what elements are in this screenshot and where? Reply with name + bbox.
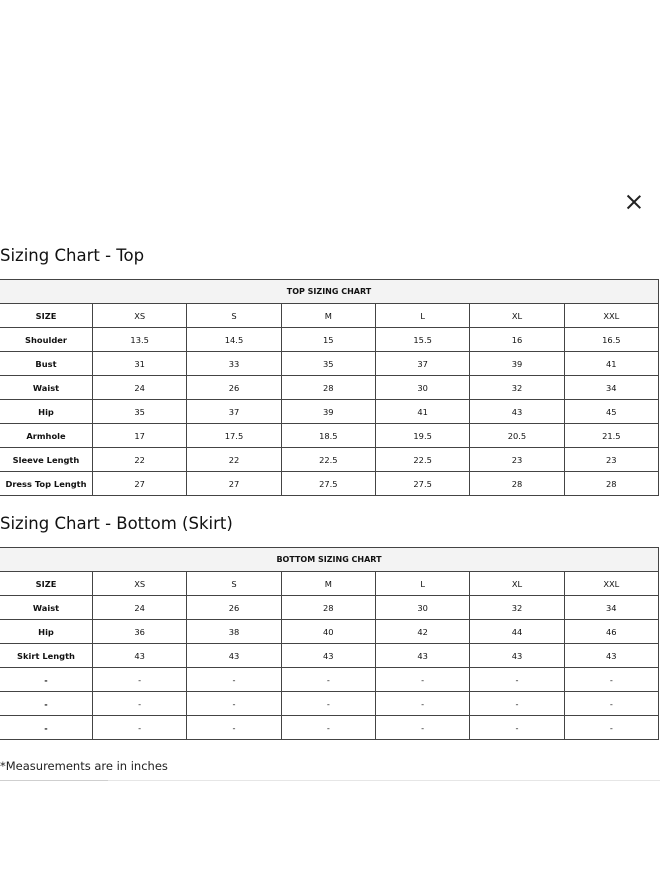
table-cell: 34	[564, 596, 658, 620]
table-header-row	[0, 304, 659, 328]
table-cell: -	[281, 716, 375, 740]
table-row	[0, 424, 659, 448]
table-cell: 32	[470, 376, 564, 400]
table-row	[0, 716, 659, 740]
table-cell: 22	[93, 448, 187, 472]
table-cell: 30	[375, 376, 469, 400]
table-row	[0, 644, 659, 668]
table-cell: -	[564, 716, 658, 740]
row-label: Waist	[0, 596, 93, 620]
row-label: -	[0, 692, 93, 716]
table-cell: -	[281, 692, 375, 716]
table-row	[0, 328, 659, 352]
header-l: L	[375, 304, 469, 328]
table-cell: 44	[470, 620, 564, 644]
divider-accent	[0, 780, 108, 781]
table-cell: 22	[187, 448, 281, 472]
table-cell: -	[470, 668, 564, 692]
table-row	[0, 692, 659, 716]
table-cell: 15	[281, 328, 375, 352]
table-cell: 22.5	[375, 448, 469, 472]
table-cell: 17	[93, 424, 187, 448]
table-cell: 30	[375, 596, 469, 620]
table-cell: 24	[93, 596, 187, 620]
table-cell: 27	[187, 472, 281, 496]
table-row	[0, 596, 659, 620]
table-cell: 26	[187, 596, 281, 620]
table-row	[0, 376, 659, 400]
row-label: Armhole	[0, 424, 93, 448]
table-cell: -	[187, 692, 281, 716]
row-label: Waist	[0, 376, 93, 400]
table-heading-row	[0, 548, 659, 572]
table-cell: 45	[564, 400, 658, 424]
header-xl: XL	[470, 572, 564, 596]
table-cell: 20.5	[470, 424, 564, 448]
header-xs: XS	[93, 572, 187, 596]
table-row	[0, 620, 659, 644]
table-cell: -	[93, 692, 187, 716]
header-xs: XS	[93, 304, 187, 328]
table-cell: -	[470, 692, 564, 716]
table-row	[0, 668, 659, 692]
header-m: M	[281, 572, 375, 596]
table-row	[0, 352, 659, 376]
header-s: S	[187, 572, 281, 596]
table-cell: 34	[564, 376, 658, 400]
table-cell: -	[187, 716, 281, 740]
table-cell: 16	[470, 328, 564, 352]
header-xl: XL	[470, 304, 564, 328]
table-cell: 23	[470, 448, 564, 472]
table-cell: 41	[564, 352, 658, 376]
table-cell: 15.5	[375, 328, 469, 352]
top-sizing-table	[0, 279, 659, 496]
table-row	[0, 472, 659, 496]
row-label: Hip	[0, 400, 93, 424]
table-row	[0, 448, 659, 472]
header-m: M	[281, 304, 375, 328]
table-cell: -	[564, 692, 658, 716]
table-cell: 21.5	[564, 424, 658, 448]
table-cell: 22.5	[281, 448, 375, 472]
table-cell: 39	[470, 352, 564, 376]
table-cell: -	[93, 716, 187, 740]
table-cell: 43	[93, 644, 187, 668]
table-cell: 18.5	[281, 424, 375, 448]
table-cell: -	[281, 668, 375, 692]
header-size: SIZE	[0, 572, 93, 596]
row-label: Dress Top Length	[0, 472, 93, 496]
header-size: SIZE	[0, 304, 93, 328]
table-cell: 43	[564, 644, 658, 668]
table-cell: 19.5	[375, 424, 469, 448]
table-cell: 32	[470, 596, 564, 620]
table-cell: 28	[281, 596, 375, 620]
table-cell: 37	[375, 352, 469, 376]
table-cell: 39	[281, 400, 375, 424]
table-cell: 16.5	[564, 328, 658, 352]
table-cell: 43	[470, 644, 564, 668]
header-l: L	[375, 572, 469, 596]
table-cell: -	[187, 668, 281, 692]
table-cell: 24	[93, 376, 187, 400]
table-heading: BOTTOM SIZING CHART	[0, 548, 659, 572]
table-cell: 33	[187, 352, 281, 376]
table-header-row	[0, 572, 659, 596]
row-label: Bust	[0, 352, 93, 376]
table-cell: 43	[470, 400, 564, 424]
table-cell: -	[375, 668, 469, 692]
table-cell: 43	[375, 644, 469, 668]
table-cell: 31	[93, 352, 187, 376]
table-cell: 27.5	[281, 472, 375, 496]
table-cell: -	[93, 668, 187, 692]
row-label: Hip	[0, 620, 93, 644]
table-cell: 27	[93, 472, 187, 496]
table-cell: 28	[470, 472, 564, 496]
table-row	[0, 400, 659, 424]
table-cell: 41	[375, 400, 469, 424]
table-cell: -	[564, 668, 658, 692]
table-cell: 46	[564, 620, 658, 644]
table-cell: 43	[281, 644, 375, 668]
table-heading-row	[0, 280, 659, 304]
table-cell: 35	[281, 352, 375, 376]
table-cell: 13.5	[93, 328, 187, 352]
table-cell: -	[375, 692, 469, 716]
row-label: Sleeve Length	[0, 448, 93, 472]
table-cell: 28	[281, 376, 375, 400]
row-label: -	[0, 716, 93, 740]
header-xxl: XXL	[564, 572, 658, 596]
bottom-sizing-table	[0, 547, 659, 740]
table-cell: 37	[187, 400, 281, 424]
table-cell: 26	[187, 376, 281, 400]
table-cell: -	[470, 716, 564, 740]
table-cell: 43	[187, 644, 281, 668]
table-cell: 27.5	[375, 472, 469, 496]
table-cell: 35	[93, 400, 187, 424]
table-cell: 38	[187, 620, 281, 644]
table-cell: 17.5	[187, 424, 281, 448]
table-heading: TOP SIZING CHART	[0, 280, 659, 304]
measurement-footnote: *Measurements are in inches	[0, 759, 168, 773]
section-title-bottom: Sizing Chart - Bottom (Skirt)	[0, 514, 233, 533]
header-xxl: XXL	[564, 304, 658, 328]
section-title-top: Sizing Chart - Top	[0, 246, 145, 265]
header-s: S	[187, 304, 281, 328]
row-label: Shoulder	[0, 328, 93, 352]
table-cell: 28	[564, 472, 658, 496]
close-icon[interactable]	[625, 193, 643, 211]
table-cell: 42	[375, 620, 469, 644]
table-cell: 36	[93, 620, 187, 644]
table-cell: 23	[564, 448, 658, 472]
table-cell: -	[375, 716, 469, 740]
row-label: -	[0, 668, 93, 692]
table-cell: 14.5	[187, 328, 281, 352]
table-cell: 40	[281, 620, 375, 644]
row-label: Skirt Length	[0, 644, 93, 668]
